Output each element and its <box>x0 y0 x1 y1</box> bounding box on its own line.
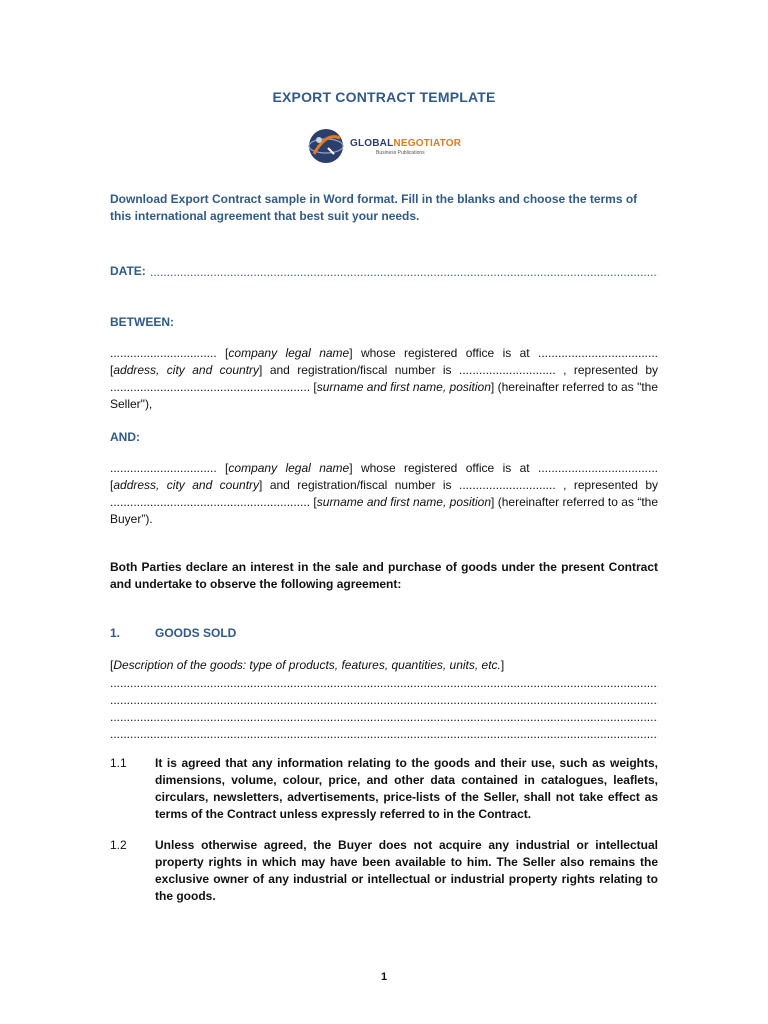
goods-blank-line[interactable] <box>110 676 658 690</box>
seller-represented-text: , represented by <box>563 363 659 377</box>
buyer-represented-text: , represented by <box>563 478 659 492</box>
between-label: BETWEEN: <box>110 315 174 329</box>
clause-number: 1.1 <box>110 756 127 770</box>
clause-1-2 <box>110 837 658 905</box>
clause-1-1 <box>110 755 658 823</box>
seller-registered-text: whose registered office is at <box>360 346 530 360</box>
clause-text: It is agreed that any information relating to the goods and their use, such as weights, dimensions, volume, colour, price, and other data contained in catalogues, leaflets, circulars, newsletters, advertisements, price-lists of the Seller, shall not take effect as terms of the Contract unless expressly referred to in the Contract. <box>155 756 658 821</box>
document-title: EXPORT CONTRACT TEMPLATE <box>272 89 496 105</box>
intro-paragraph: Download Export Contract sample in Word format. Fill in the blanks and choose the terms of this international agreement that best suit your needs. <box>110 192 638 223</box>
goods-blank-line[interactable] <box>110 710 658 724</box>
date-label: DATE: <box>110 264 146 278</box>
goods-blank-line[interactable] <box>110 727 658 741</box>
globe-logo-icon <box>306 126 346 166</box>
seller-party-block: ................................ [company legal name] whose registered office is at .................................... [address, city and country] and registration/fiscal number is ............................. , represented by ............................................................ [surname and first name, position] (hereinafter referred to as "the Seller"), <box>110 346 659 411</box>
logo-subtitle: Business Publications <box>376 150 425 156</box>
logo-brand-part1: GLOBAL <box>350 138 394 149</box>
goods-blank-line[interactable] <box>110 693 658 707</box>
buyer-referred-text: (hereinafter referred to as “the Buyer”). <box>110 495 659 526</box>
declaration-paragraph: Both Parties declare an interest in the sale and purchase of goods under the present Contract and undertake to observe the following agreement: <box>110 560 658 591</box>
seller-registration-text: and registration/fiscal number is <box>269 363 452 377</box>
goods-description-placeholder: [Description of the goods: type of products, features, quantities, units, etc.] <box>110 658 505 672</box>
global-negotiator-logo <box>306 126 466 166</box>
seller-referred-text: (hereinafter referred to as "the Seller"), <box>110 380 659 411</box>
goods-description-text: Description of the goods: type of products, features, quantities, units, etc. <box>113 658 501 672</box>
and-label: AND: <box>110 430 140 444</box>
clause-text: Unless otherwise agreed, the Buyer does not acquire any industrial or intellectual property rights in which may have been available to him. The Seller also remains the exclusive owner of any industrial or intellectual or industrial property rights relating to the goods. <box>155 838 658 903</box>
seller-company-placeholder: company legal name <box>228 346 350 360</box>
logo-brand-part2: NEGOTIATOR <box>393 138 462 149</box>
buyer-person-placeholder: surname and first name, position <box>316 495 492 509</box>
seller-address-placeholder: address, city and country <box>113 363 260 377</box>
logo-brand-text <box>350 138 461 149</box>
date-blank[interactable] <box>150 265 658 279</box>
section-1-number: 1. <box>110 626 121 640</box>
buyer-party-block: ................................ [company legal name] whose registered office is at .................................... [address, city and country] and registration/fiscal number is ............................. , represented by ............................................................ [surname and first name, position] (hereinafter referred to as “the Buyer”). <box>110 461 659 526</box>
page-number: 1 <box>380 971 388 983</box>
buyer-registered-text: whose registered office is at <box>360 461 530 475</box>
clause-number: 1.2 <box>110 838 127 852</box>
buyer-registration-text: and registration/fiscal number is <box>269 478 452 492</box>
buyer-address-placeholder: address, city and country <box>113 478 260 492</box>
section-1-heading: GOODS SOLD <box>155 626 237 640</box>
buyer-company-placeholder: company legal name <box>228 461 350 475</box>
seller-person-placeholder: surname and first name, position <box>316 380 491 394</box>
